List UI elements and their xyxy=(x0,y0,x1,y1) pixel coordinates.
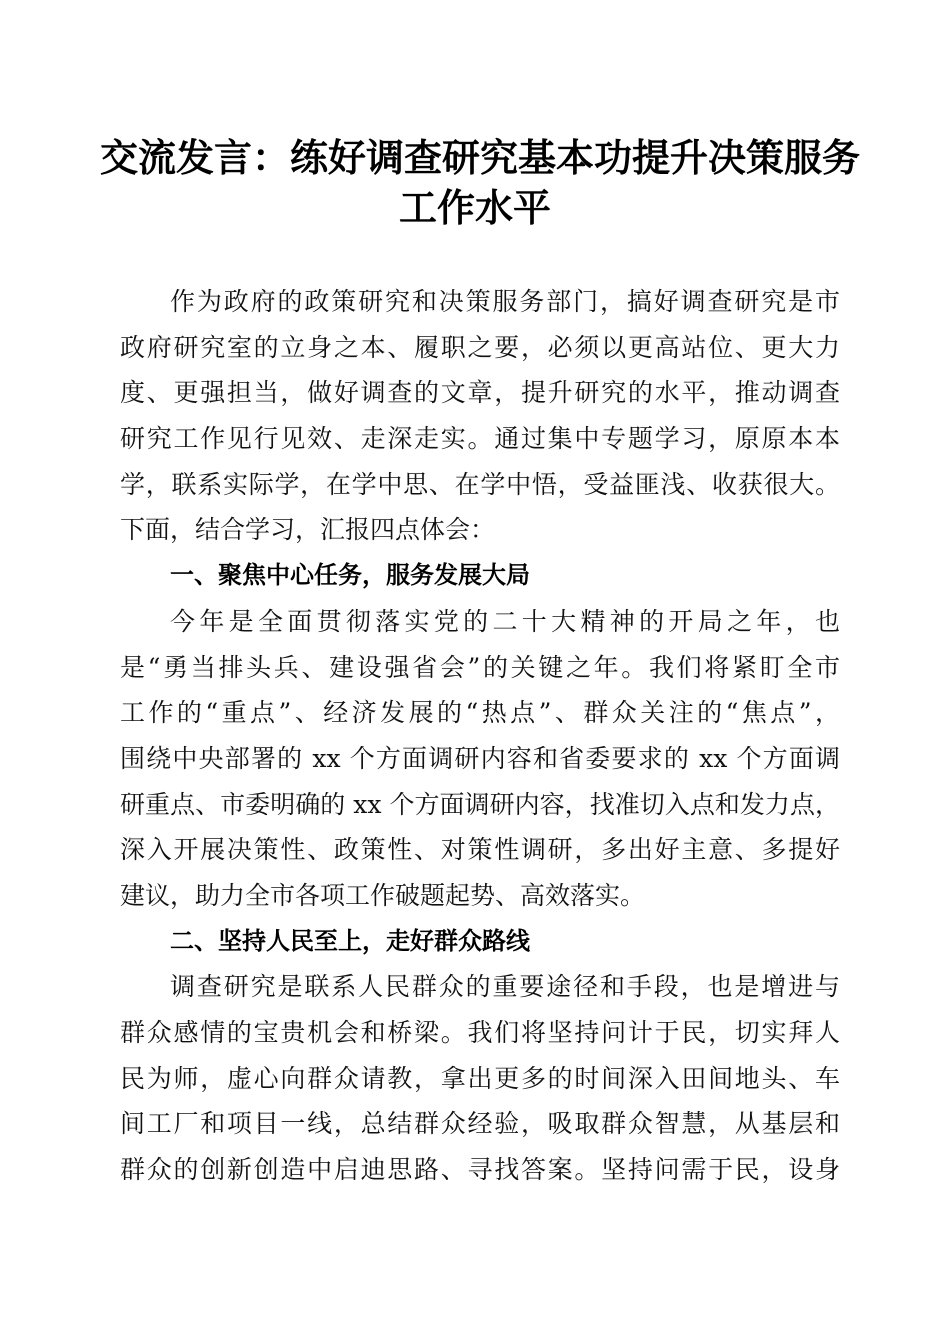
document-title-line-2: 工作水平 xyxy=(398,185,551,230)
paragraph-line: 下面，结合学习，汇报四点体会： xyxy=(120,515,496,545)
paragraph-line: 是“勇当排头兵、建设强省会”的关键之年。我们将紧盯全市 xyxy=(120,652,840,682)
paragraph-line: 度、更强担当，做好调查的文章，提升研究的水平，推动调查 xyxy=(120,378,840,408)
paragraph-line: 工作的“重点”、经济发展的“热点”、群众关注的“焦点”， xyxy=(120,698,840,728)
section-heading-2: 二、坚持人民至上，走好群众路线 xyxy=(170,926,530,955)
paragraph-line: 学，联系实际学，在学中思、在学中悟，受益匪浅、收获很大。 xyxy=(120,469,840,499)
paragraph-line: 民为师，虚心向群众请教，拿出更多的时间深入田间地头、车 xyxy=(120,1063,840,1093)
paragraph-line: 群众感情的宝贵机会和桥梁。我们将坚持问计于民，切实拜人 xyxy=(120,1018,840,1047)
paragraph-line: 建议，助力全市各项工作破题起势、高效落实。 xyxy=(120,880,646,910)
paragraph-line: 群众的创新创造中启迪思路、寻找答案。坚持问需于民，设身 xyxy=(120,1155,840,1185)
paragraph-line: 间工厂和项目一线，总结群众经验，吸取群众智慧，从基层和 xyxy=(120,1109,840,1139)
section-heading-1: 一、聚焦中心任务，服务发展大局 xyxy=(170,561,530,590)
paragraph-line: 深入开展决策性、政策性、对策性调研，多出好主意、多提好 xyxy=(120,835,840,865)
paragraph-line: 调查研究是联系人民群众的重要途径和手段，也是增进与 xyxy=(170,972,840,1002)
paragraph-line: 研究工作见行见效、走深走实。通过集中专题学习，原原本本 xyxy=(120,424,840,454)
paragraph-line: 围绕中央部署的 xx 个方面调研内容和省委要求的 xx 个方面调 xyxy=(120,743,840,773)
document-body xyxy=(120,279,840,1193)
document-title-line-1: 交流发言：练好调查研究基本功提升决策服务 xyxy=(100,135,861,180)
paragraph-line: 作为政府的政策研究和决策服务部门，搞好调查研究是市 xyxy=(170,287,840,316)
paragraph-line: 政府研究室的立身之本、履职之要，必须以更高站位、更大力 xyxy=(120,332,840,362)
paragraph-line: 研重点、市委明确的 xx 个方面调研内容，找准切入点和发力点， xyxy=(120,789,840,819)
paragraph-line: 今年是全面贯彻落实党的二十大精神的开局之年，也 xyxy=(170,606,840,636)
